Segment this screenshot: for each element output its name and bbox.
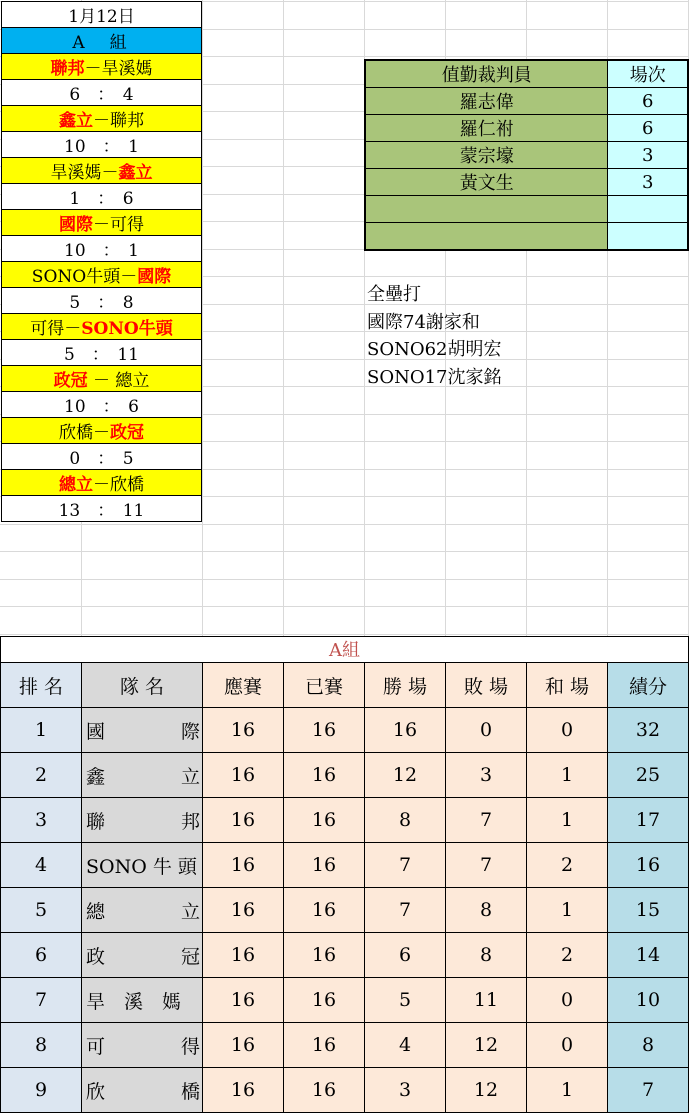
standings-row bbox=[1, 933, 689, 978]
points-cell[interactable]: 25 bbox=[608, 753, 689, 798]
away-team: 總立 bbox=[115, 371, 150, 391]
team-name bbox=[82, 762, 202, 789]
header-played[interactable]: 已賽 bbox=[284, 663, 365, 708]
team-name-left: 旱 溪 媽 bbox=[86, 990, 182, 1013]
match-teams-cell[interactable] bbox=[1, 105, 202, 132]
points-cell[interactable]: 17 bbox=[608, 798, 689, 843]
played-cell[interactable]: 16 bbox=[284, 933, 365, 978]
away-team: 可得 bbox=[110, 215, 144, 235]
team-cell[interactable] bbox=[82, 708, 203, 753]
match-separator: － bbox=[93, 475, 110, 495]
team-cell[interactable] bbox=[82, 843, 203, 888]
match-score-cell[interactable]: 0 ： 5 bbox=[1, 443, 202, 470]
team-name-left: 鑫 bbox=[86, 765, 106, 788]
points-cell[interactable]: 15 bbox=[608, 888, 689, 933]
referee-table bbox=[364, 59, 689, 251]
header-draws[interactable]: 和 場 bbox=[527, 663, 608, 708]
draws-cell[interactable]: 1 bbox=[527, 753, 608, 798]
team-cell[interactable] bbox=[82, 1023, 203, 1068]
draws-cell[interactable]: 1 bbox=[527, 1068, 608, 1113]
played-cell[interactable]: 16 bbox=[284, 708, 365, 753]
header-scheduled[interactable]: 應賽 bbox=[203, 663, 284, 708]
points-cell[interactable]: 32 bbox=[608, 708, 689, 753]
losses-cell[interactable]: 3 bbox=[446, 753, 527, 798]
home-team: 鑫立 bbox=[59, 111, 93, 131]
team-name-right: 橋 bbox=[180, 1080, 200, 1103]
date-cell[interactable]: 1月12日 bbox=[1, 1, 202, 28]
wins-cell[interactable]: 3 bbox=[365, 1068, 446, 1113]
referee-row bbox=[365, 142, 688, 169]
scheduled-cell[interactable]: 16 bbox=[203, 888, 284, 933]
wins-cell[interactable]: 6 bbox=[365, 933, 446, 978]
match-separator: － bbox=[101, 163, 119, 183]
played-cell[interactable]: 16 bbox=[284, 978, 365, 1023]
referee-name[interactable]: 黃文生 bbox=[365, 169, 608, 196]
points-cell[interactable]: 8 bbox=[608, 1023, 689, 1068]
rank-cell[interactable]: 3 bbox=[1, 798, 82, 843]
match-score-cell[interactable]: 5 ： 11 bbox=[1, 339, 202, 366]
scheduled-cell[interactable]: 16 bbox=[203, 1023, 284, 1068]
scheduled-cell[interactable]: 16 bbox=[203, 798, 284, 843]
home-team: 總立 bbox=[59, 475, 93, 495]
standings-row bbox=[1, 708, 689, 753]
grid-line-horizontal bbox=[0, 606, 689, 607]
rank-cell[interactable]: 2 bbox=[1, 753, 82, 798]
team-cell[interactable] bbox=[82, 753, 203, 798]
referee-name[interactable]: 蒙宗壕 bbox=[365, 142, 608, 169]
team-name-left: 總 bbox=[86, 900, 106, 923]
match-teams-cell[interactable] bbox=[1, 53, 202, 80]
team-name-right: 冠 bbox=[180, 945, 200, 968]
match-results-list bbox=[1, 1, 202, 522]
wins-cell[interactable]: 12 bbox=[365, 753, 446, 798]
home-run-item[interactable]: 國際74謝家和 bbox=[367, 311, 480, 333]
home-team: 聯邦 bbox=[50, 59, 85, 79]
team-name bbox=[82, 717, 202, 744]
losses-cell[interactable]: 12 bbox=[446, 1068, 527, 1113]
header-rank[interactable]: 排 名 bbox=[1, 663, 82, 708]
team-name bbox=[82, 1032, 202, 1059]
standings-row bbox=[1, 843, 689, 888]
match-score-cell[interactable]: 5 ： 8 bbox=[1, 287, 202, 314]
rank-cell[interactable]: 5 bbox=[1, 888, 82, 933]
losses-cell[interactable]: 0 bbox=[446, 708, 527, 753]
team-name-left: 聯 bbox=[86, 810, 106, 833]
rank-cell[interactable]: 7 bbox=[1, 978, 82, 1023]
home-run-item[interactable]: SONO17沈家銘 bbox=[367, 366, 502, 388]
losses-cell[interactable]: 11 bbox=[446, 978, 527, 1023]
losses-cell[interactable]: 12 bbox=[446, 1023, 527, 1068]
team-name-right: 際 bbox=[180, 720, 200, 743]
referee-name[interactable]: 羅志偉 bbox=[365, 88, 608, 115]
header-points[interactable]: 績分 bbox=[608, 663, 689, 708]
match-separator: － bbox=[84, 59, 102, 79]
match-score-cell[interactable]: 6 ： 4 bbox=[1, 79, 202, 106]
referee-header-count[interactable]: 場次 bbox=[608, 60, 688, 88]
group-label-cell[interactable]: A 組 bbox=[1, 27, 202, 54]
losses-cell[interactable]: 8 bbox=[446, 933, 527, 978]
referee-row bbox=[365, 169, 688, 196]
referee-header-name[interactable]: 值勤裁判員 bbox=[365, 60, 608, 88]
losses-cell[interactable]: 7 bbox=[446, 843, 527, 888]
away-team: 國際 bbox=[137, 267, 172, 287]
team-name-left: 國 bbox=[86, 720, 106, 743]
grid-line-horizontal bbox=[0, 634, 689, 635]
referee-name[interactable] bbox=[365, 196, 608, 223]
standings-row bbox=[1, 753, 689, 798]
wins-cell[interactable]: 7 bbox=[365, 843, 446, 888]
draws-cell[interactable]: 1 bbox=[527, 888, 608, 933]
away-team: SONO牛頭 bbox=[81, 319, 173, 339]
played-cell[interactable]: 16 bbox=[284, 843, 365, 888]
wins-cell[interactable]: 5 bbox=[365, 978, 446, 1023]
referee-count[interactable] bbox=[608, 196, 688, 223]
home-run-title[interactable]: 全壘打 bbox=[367, 284, 421, 305]
standings-title[interactable]: A組 bbox=[0, 636, 689, 663]
referee-count[interactable] bbox=[608, 223, 688, 251]
rank-cell[interactable]: 8 bbox=[1, 1023, 82, 1068]
losses-cell[interactable]: 8 bbox=[446, 888, 527, 933]
away-team: 聯邦 bbox=[110, 111, 144, 131]
away-team: 政冠 bbox=[110, 423, 144, 443]
team-name-right: 得 bbox=[180, 1035, 200, 1058]
team-name-left: 政 bbox=[86, 945, 106, 968]
points-cell[interactable]: 7 bbox=[608, 1068, 689, 1113]
team-cell[interactable] bbox=[82, 978, 203, 1023]
draws-cell[interactable]: 1 bbox=[527, 798, 608, 843]
match-teams-cell[interactable] bbox=[1, 261, 202, 288]
scheduled-cell[interactable]: 16 bbox=[203, 1068, 284, 1113]
scheduled-cell[interactable]: 16 bbox=[203, 708, 284, 753]
team-cell[interactable] bbox=[82, 1068, 203, 1113]
wins-cell[interactable]: 7 bbox=[365, 888, 446, 933]
played-cell[interactable]: 16 bbox=[284, 888, 365, 933]
grid-line-vertical bbox=[202, 0, 203, 636]
match-score-cell[interactable]: 10 ： 6 bbox=[1, 391, 202, 418]
referee-count[interactable]: 6 bbox=[608, 88, 688, 115]
standings-row bbox=[1, 1023, 689, 1068]
points-cell[interactable]: 14 bbox=[608, 933, 689, 978]
team-name-right: 立 bbox=[180, 900, 200, 923]
referee-row bbox=[365, 196, 688, 223]
referee-name[interactable]: 羅仁祔 bbox=[365, 115, 608, 142]
header-wins[interactable]: 勝 場 bbox=[365, 663, 446, 708]
played-cell[interactable]: 16 bbox=[284, 1023, 365, 1068]
home-run-item[interactable]: SONO62胡明宏 bbox=[367, 339, 502, 360]
home-team: 旱溪媽 bbox=[50, 163, 102, 183]
points-cell[interactable]: 16 bbox=[608, 843, 689, 888]
grid-line-vertical bbox=[283, 0, 284, 636]
standings-header-row bbox=[1, 663, 689, 708]
draws-cell[interactable]: 0 bbox=[527, 708, 608, 753]
played-cell[interactable]: 16 bbox=[284, 798, 365, 843]
losses-cell[interactable]: 7 bbox=[446, 798, 527, 843]
team-cell[interactable] bbox=[82, 798, 203, 843]
draws-cell[interactable]: 2 bbox=[527, 933, 608, 978]
referee-row bbox=[365, 115, 688, 142]
standings-row bbox=[1, 1068, 689, 1113]
rank-cell[interactable]: 4 bbox=[1, 843, 82, 888]
match-teams-cell[interactable] bbox=[1, 417, 202, 444]
away-team: 旱溪媽 bbox=[101, 59, 153, 79]
grid-line-horizontal bbox=[0, 524, 689, 525]
team-name bbox=[82, 807, 202, 834]
match-separator: － bbox=[64, 319, 82, 339]
standings-row bbox=[1, 888, 689, 933]
match-score-cell[interactable]: 1 ： 6 bbox=[1, 183, 202, 210]
referee-count[interactable]: 3 bbox=[608, 142, 688, 169]
team-name-right: 邦 bbox=[180, 810, 200, 833]
team-cell[interactable] bbox=[82, 933, 203, 978]
referee-name[interactable] bbox=[365, 223, 608, 251]
wins-cell[interactable]: 16 bbox=[365, 708, 446, 753]
standings-row bbox=[1, 978, 689, 1023]
header-losses[interactable]: 敗 場 bbox=[446, 663, 527, 708]
match-separator: － bbox=[93, 423, 110, 443]
points-cell[interactable]: 10 bbox=[608, 978, 689, 1023]
draws-cell[interactable]: 0 bbox=[527, 978, 608, 1023]
rank-cell[interactable]: 1 bbox=[1, 708, 82, 753]
team-name bbox=[82, 1077, 202, 1104]
referee-row bbox=[365, 223, 688, 251]
match-teams-cell[interactable] bbox=[1, 313, 202, 340]
team-name bbox=[82, 897, 202, 924]
standings-row bbox=[1, 798, 689, 843]
away-team: 鑫立 bbox=[118, 163, 153, 183]
team-name-left: SONO 牛 頭 bbox=[86, 855, 197, 878]
match-teams-cell[interactable] bbox=[1, 209, 202, 236]
match-separator: － bbox=[87, 371, 116, 391]
match-separator: － bbox=[120, 267, 138, 287]
grid-line-horizontal bbox=[0, 551, 689, 552]
match-teams-cell[interactable] bbox=[1, 469, 202, 496]
wins-cell[interactable]: 8 bbox=[365, 798, 446, 843]
scheduled-cell[interactable]: 16 bbox=[203, 843, 284, 888]
home-team: 國際 bbox=[59, 215, 93, 235]
draws-cell[interactable]: 2 bbox=[527, 843, 608, 888]
home-team: 可得 bbox=[30, 319, 65, 339]
home-team: 政冠 bbox=[53, 371, 88, 391]
standings-table bbox=[0, 662, 689, 1113]
header-team[interactable]: 隊 名 bbox=[82, 663, 203, 708]
played-cell[interactable]: 16 bbox=[284, 753, 365, 798]
scheduled-cell[interactable]: 16 bbox=[203, 753, 284, 798]
scheduled-cell[interactable]: 16 bbox=[203, 978, 284, 1023]
referee-count[interactable]: 3 bbox=[608, 169, 688, 196]
team-name-left: 可 bbox=[86, 1035, 106, 1058]
match-score-cell[interactable]: 13 ： 11 bbox=[1, 495, 202, 522]
draws-cell[interactable]: 0 bbox=[527, 1023, 608, 1068]
home-team: SONO牛頭 bbox=[31, 267, 121, 287]
match-teams-cell[interactable] bbox=[1, 365, 202, 392]
team-cell[interactable] bbox=[82, 888, 203, 933]
team-name bbox=[82, 987, 202, 1014]
rank-cell[interactable]: 9 bbox=[1, 1068, 82, 1113]
referee-row bbox=[365, 88, 688, 115]
referee-count[interactable]: 6 bbox=[608, 115, 688, 142]
played-cell[interactable]: 16 bbox=[284, 1068, 365, 1113]
match-score-cell[interactable]: 10 ： 1 bbox=[1, 131, 202, 158]
wins-cell[interactable]: 4 bbox=[365, 1023, 446, 1068]
match-teams-cell[interactable] bbox=[1, 157, 202, 184]
match-separator: － bbox=[93, 215, 110, 235]
home-run-notes bbox=[367, 281, 502, 391]
rank-cell[interactable]: 6 bbox=[1, 933, 82, 978]
grid-line-horizontal bbox=[0, 579, 689, 580]
match-separator: － bbox=[93, 111, 110, 131]
scheduled-cell[interactable]: 16 bbox=[203, 933, 284, 978]
away-team: 欣橋 bbox=[110, 475, 144, 495]
team-name bbox=[82, 942, 202, 969]
match-score-cell[interactable]: 10 ： 1 bbox=[1, 235, 202, 262]
home-team: 欣橋 bbox=[59, 423, 93, 443]
team-name bbox=[82, 852, 202, 879]
team-name-left: 欣 bbox=[86, 1080, 106, 1103]
team-name-right: 立 bbox=[180, 765, 200, 788]
